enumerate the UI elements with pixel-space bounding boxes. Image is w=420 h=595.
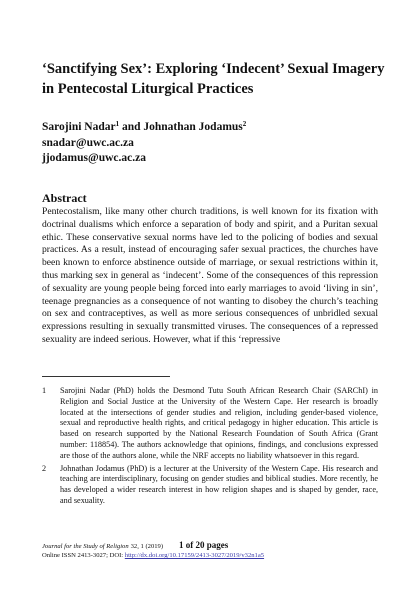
footnote-text: Johnathan Jodamus (PhD) is a lecturer at the University of the Western Cape. His research and teaching are interdisciplinary, focusing on gender studies and biblical studies. More recently, he has developed a wider research interest in how religion shapes and is shaped by gender, race, and sexuality.	[60, 463, 378, 505]
footnote-marker: 2	[242, 120, 247, 128]
footer-doi-line	[42, 551, 378, 560]
doi-link[interactable]: http://dx.doi.org/10.17159/2413-3027/2019/v32n1a5	[124, 552, 265, 559]
journal-name: Journal for the Study of Religion	[42, 543, 129, 550]
author-email: jjodamus@uwc.ac.za	[42, 152, 146, 164]
author-conjunction: and	[121, 121, 141, 133]
article-title: ‘Sanctifying Sex’: Exploring ‘Indecent’ Sexual Imagery in Pentecostal Liturgical Practices	[42, 61, 385, 97]
footnote	[42, 386, 378, 462]
footnote-marker: 1	[115, 120, 120, 128]
page-footer	[42, 541, 378, 560]
author-name: Johnathan Jodamus	[143, 121, 243, 133]
author-block	[42, 120, 246, 167]
footnote-number: 2	[42, 463, 47, 473]
page-count: 1 of 20 pages	[179, 540, 229, 550]
author-name: Sarojini Nadar	[42, 121, 116, 133]
journal-issue: 32, 1 (2019)	[130, 543, 164, 550]
footnote-text: Sarojini Nadar (PhD) holds the Desmond Tutu South African Research Chair (SARChI) in Religion and Social Justice at the University of the Western Cape. Her research is broadly located at the intersections of gender studies and religion, including gender-based violence, sexual and reproductive health rights, and critical pedagogy in higher education. This article is based on research supported by the National Research Foundation of South Africa (Grant number: 118854). The authors acknowledge that opinions, findings, and conclusions expressed are those of the authors alone, while the NRF accepts no liability whatsoever in this regard.	[60, 386, 378, 460]
author-email: snadar@uwc.ac.za	[42, 136, 134, 149]
footnote-number: 1	[42, 386, 47, 395]
footnotes	[42, 386, 378, 509]
issn-label: Online ISSN 2413-3027; DOI:	[42, 552, 124, 559]
footnote	[42, 464, 378, 507]
author-names	[42, 120, 246, 136]
abstract-heading: Abstract	[42, 191, 87, 205]
footnote-divider	[42, 376, 170, 377]
footer-journal-line	[42, 541, 378, 551]
abstract-text: Pentecostalism, like many other church traditions, is well known for its fixation with doctrinal dualisms which enforce a separation of body and spirit, and a Puritan sexual ethic. These conservative sexual norms have led to the policing of bodies and sexual practices. As a result, instead of encouraging safer sexual practices, the churches have been known to enforce abstinence outside of marriage, or sexual restrictions within it, thus marking sex in general as ‘indecent’. Some of the consequences of this repression of sexuality are young people being forced into early marriages to avoid ‘living in sin’, teenage pregnancies as a consequence of not wanting to disobey the church’s teaching on sex and contraceptives, as well as more serious consequences of unbridled sexual expressions resulting in sexually transmitted viruses. The consequences of a repressed sexuality are indeed serious. However, what if this ‘repressive	[42, 206, 378, 345]
